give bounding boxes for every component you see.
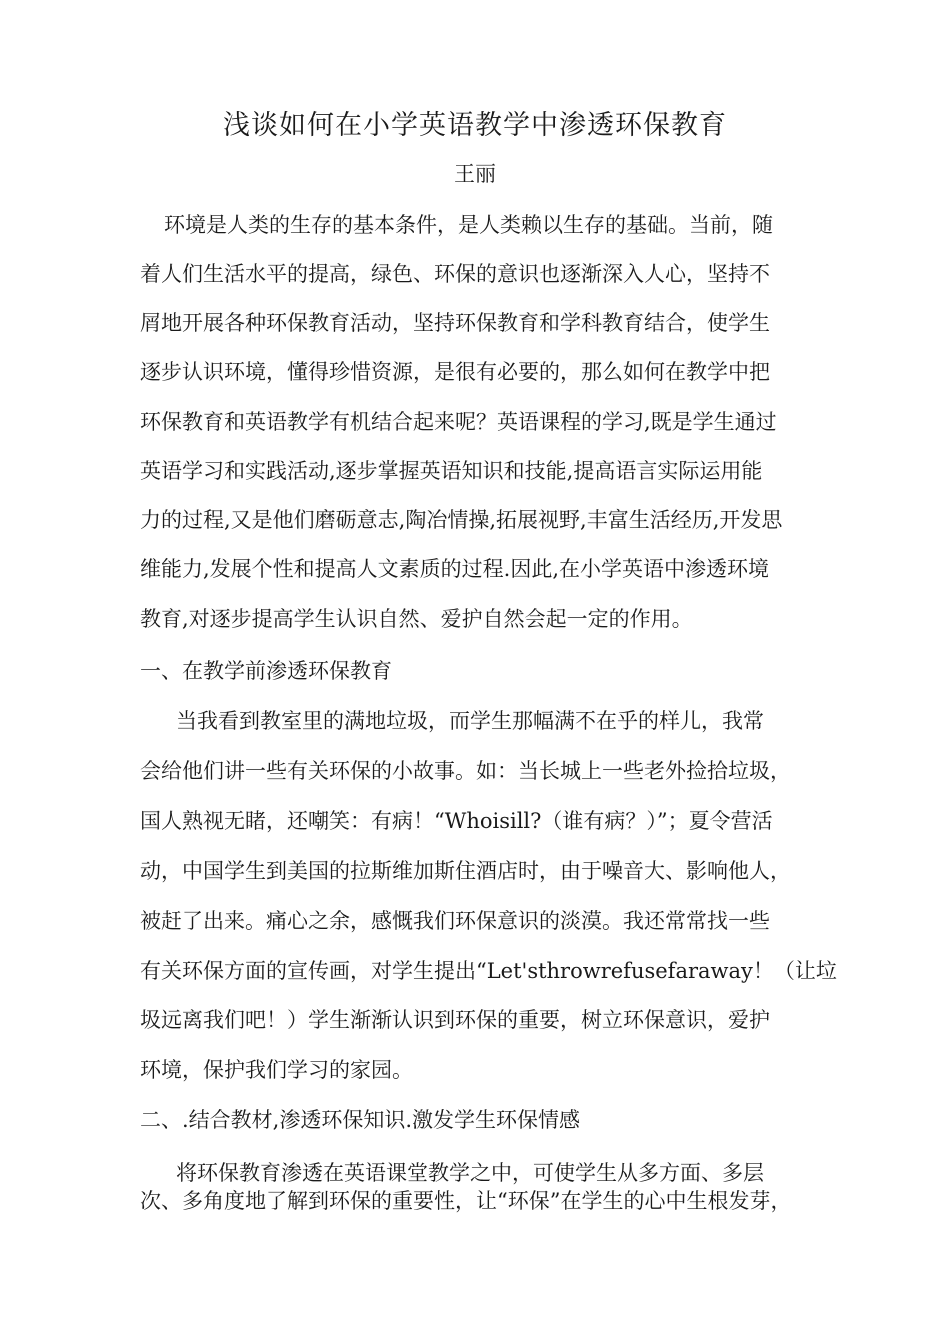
intro-line: 着人们生活水平的提高，绿色、环保的意识也逐渐深入人心，坚持不 <box>140 262 770 286</box>
intro-line: 力的过程,又是他们磨砺意志,陶冶情操,拓展视野,丰富生活经历,开发思 <box>140 508 783 532</box>
section-heading-1: 一、在教学前渗透环保教育 <box>140 659 392 683</box>
document-author: 王丽 <box>454 162 496 186</box>
intro-line: 环境是人类的生存的基本条件，是人类赖以生存的基础。当前，随 <box>164 213 773 237</box>
section-1-line: 圾远离我们吧！）学生渐渐认识到环保的重要，树立环保意识，爱护 <box>140 1008 770 1032</box>
section-1-line: 有关环保方面的宣传画，对学生提出“Let'sthrowrefusefaraway！（让垃 <box>140 959 837 983</box>
section-1-line: 环境，保护我们学习的家园。 <box>140 1058 413 1082</box>
intro-line: 教育,对逐步提高学生认识自然、爱护自然会起一定的作用。 <box>140 607 693 631</box>
intro-line: 环保教育和英语教学有机结合起来呢？英语课程的学习,既是学生通过 <box>140 410 777 434</box>
intro-line: 屑地开展各种环保教育活动，坚持环保教育和学科教育结合，使学生 <box>140 311 770 335</box>
section-1-line: 会给他们讲一些有关环保的小故事。如：当长城上一些老外捡拾垃圾， <box>140 759 791 783</box>
section-1-line: 当我看到教室里的满地垃圾，而学生那幅满不在乎的样儿，我常 <box>176 709 764 733</box>
section-1-line: 被赶了出来。痛心之余，感慨我们环保意识的淡漠。我还常常找一些 <box>140 909 770 933</box>
section-heading-2: 二、.结合教材,渗透环保知识.激发学生环保情感 <box>140 1108 581 1132</box>
document-title: 浅谈如何在小学英语教学中渗透环保教育 <box>223 110 727 141</box>
intro-line: 英语学习和实践活动,逐步掌握英语知识和技能,提高语言实际运用能 <box>140 459 763 483</box>
intro-line: 逐步认识环境，懂得珍惜资源，是很有必要的，那么如何在教学中把 <box>140 360 770 384</box>
intro-line: 维能力,发展个性和提高人文素质的过程.因此,在小学英语中渗透环境 <box>140 557 770 581</box>
section-2-line: 次、多角度地了解到环保的重要性，让“环保”在学生的心中生根发芽， <box>140 1189 792 1213</box>
section-1-line: 国人熟视无睹，还嘲笑：有病！“Whoisill?（谁有病？）”；夏令营活 <box>140 809 773 833</box>
section-1-line: 动，中国学生到美国的拉斯维加斯住酒店时，由于噪音大、影响他人， <box>140 859 791 883</box>
section-2-line: 将环保教育渗透在英语课堂教学之中，可使学生从多方面、多层 <box>176 1161 764 1185</box>
